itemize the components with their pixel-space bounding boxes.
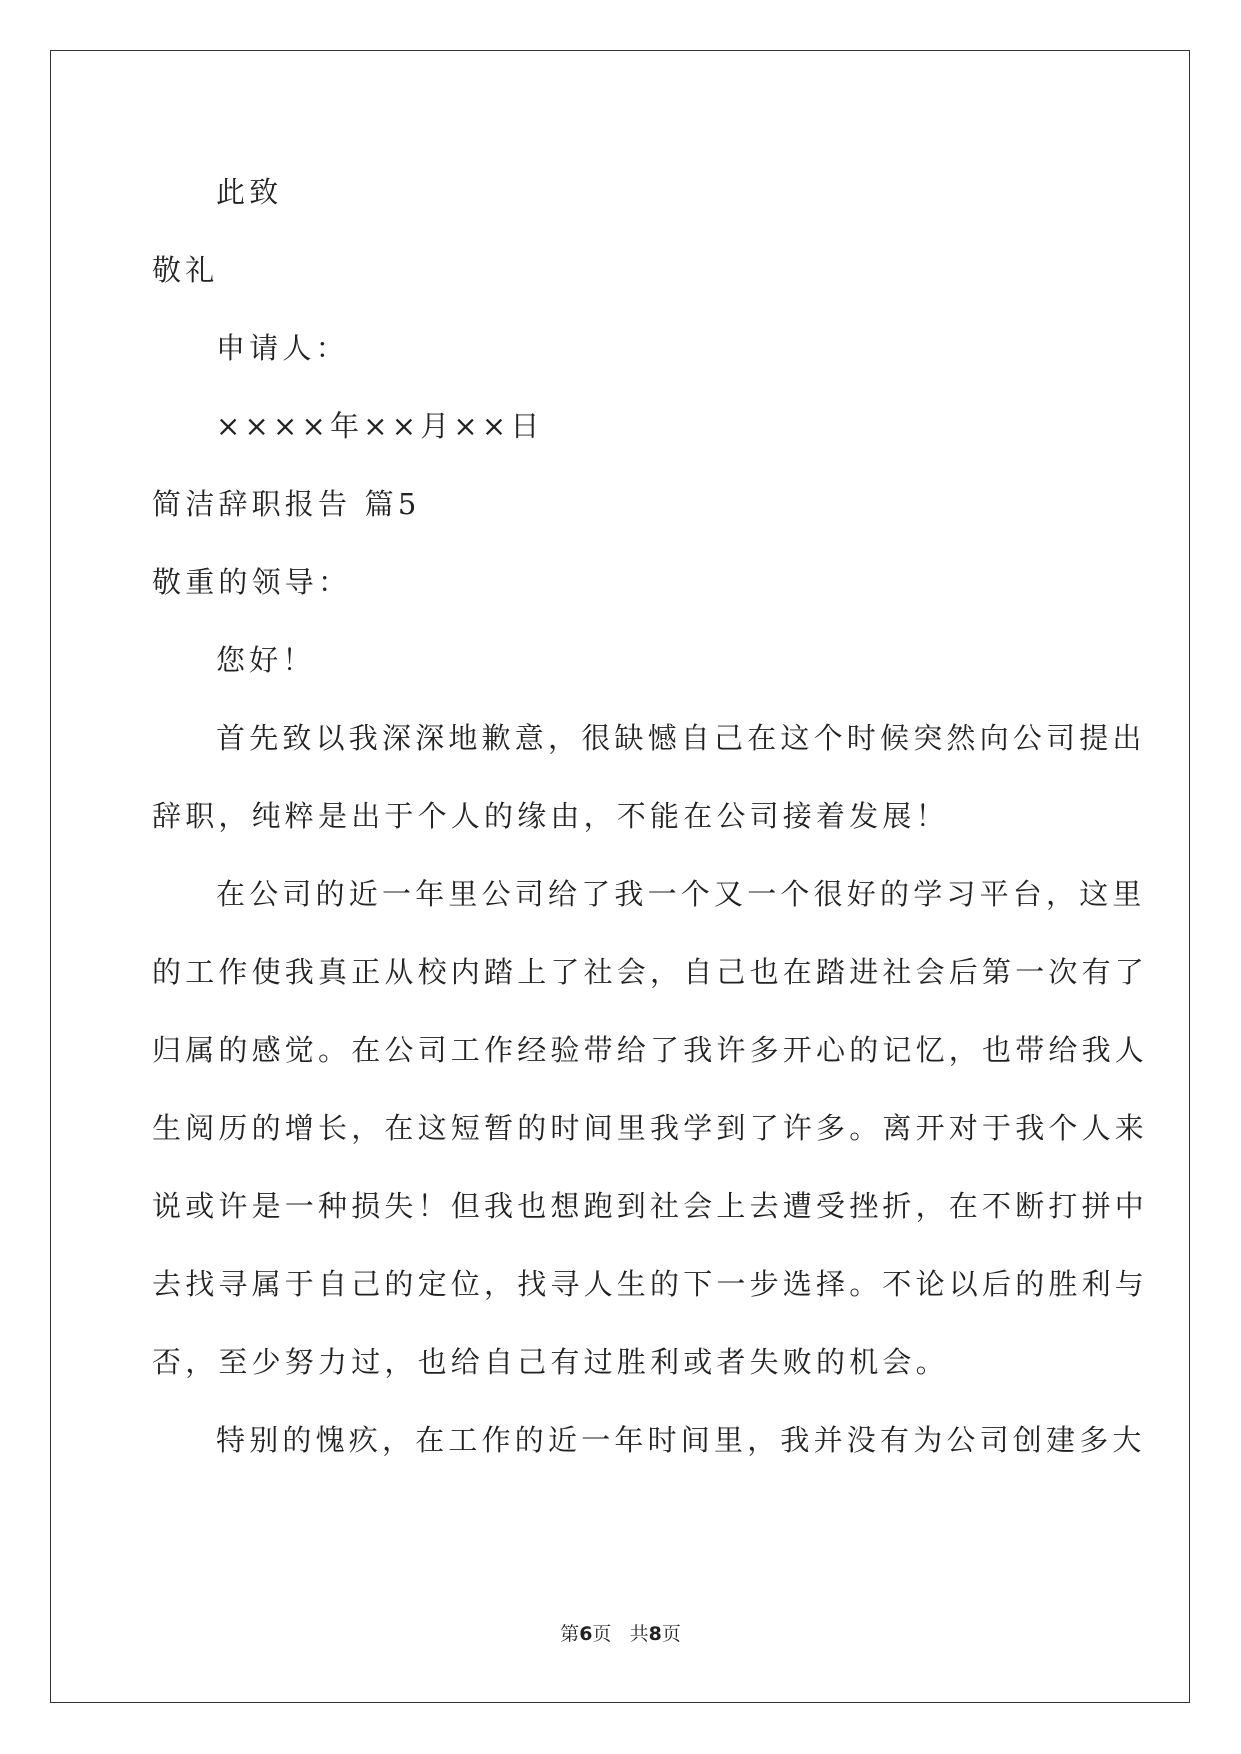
footer-total-suffix: 页: [661, 1623, 681, 1645]
paragraph-line: 的工作使我真正从校内踏上了社会，自己也在踏进社会后第一次有了: [152, 955, 1149, 989]
paragraph-line: 去找寻属于自己的定位，找寻人生的下一步选择。不论以后的胜利与: [152, 1267, 1149, 1301]
total-page-number: 8: [648, 1623, 662, 1645]
footer-total-prefix: 共: [629, 1623, 649, 1645]
greeting-recipient: 敬重的领导：: [152, 565, 352, 599]
paragraph-line: 生阅历的增长，在这短暂的时间里我学到了许多。离开对于我个人来: [152, 1111, 1149, 1145]
closing-salutation: 此致: [216, 175, 283, 209]
paragraph-line: 特别的愧疚，在工作的近一年时间里，我并没有为公司创建多大: [216, 1423, 1146, 1457]
paragraph-line: 说或许是一种损失！但我也想跑到社会上去遭受挫折，在不断打拼中: [152, 1189, 1149, 1223]
greeting-hello: 您好！: [216, 643, 316, 677]
paragraph-line: 否，至少努力过，也给自己有过胜利或者失败的机会。: [152, 1345, 949, 1379]
page-footer: [0, 1622, 1241, 1646]
current-page-number: 6: [579, 1623, 593, 1645]
closing-regards: 敬礼: [152, 253, 219, 287]
paragraph-line: 首先致以我深深地歉意，很缺憾自己在这个时候突然向公司提出: [216, 721, 1146, 755]
footer-page-suffix: 页: [592, 1623, 612, 1645]
paragraph-line: 归属的感觉。在公司工作经验带给了我许多开心的记忆，也带给我人: [152, 1033, 1149, 1067]
applicant-label: 申请人：: [216, 331, 349, 365]
paragraph-line: 辞职，纯粹是出于个人的缘由，不能在公司接着发展！: [152, 799, 949, 833]
footer-prefix: 第: [560, 1623, 580, 1645]
section-title: 简洁辞职报告 篇5: [152, 487, 421, 521]
paragraph-line: 在公司的近一年里公司给了我一个又一个很好的学习平台，这里: [216, 877, 1146, 911]
date-line: ××××年××月××日: [216, 409, 544, 443]
